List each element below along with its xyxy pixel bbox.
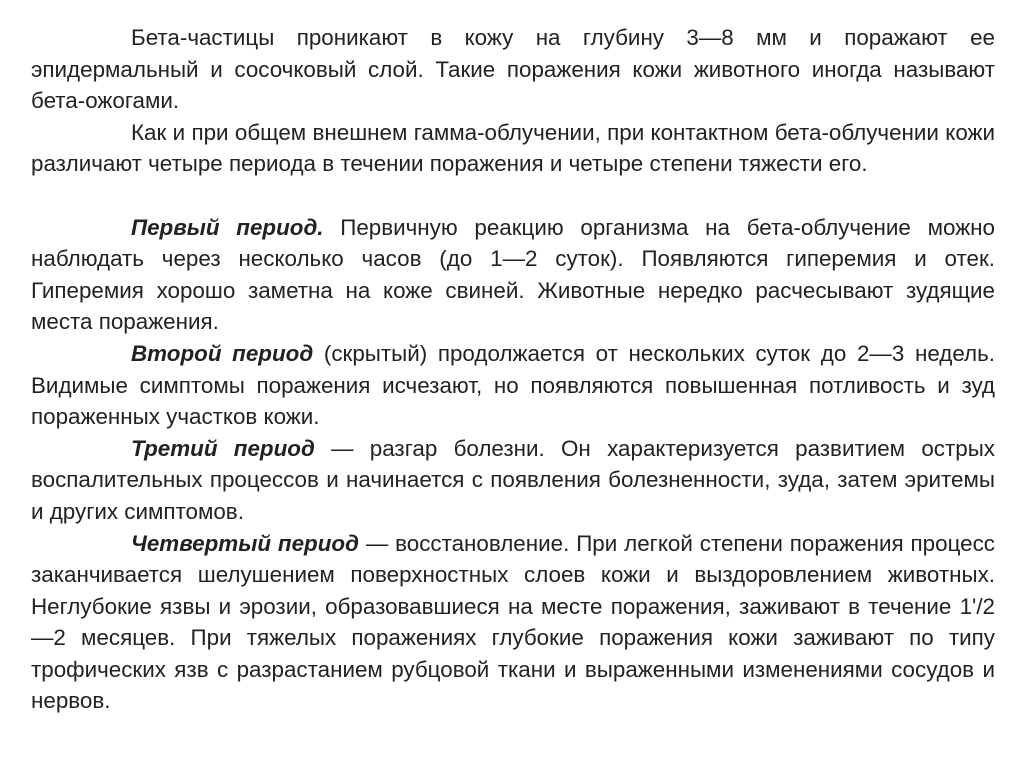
period-paragraph-first [31, 212, 995, 338]
period-text: — разгар болезни. Он характеризуется развитием острых воспалительных процессов и начинается с появления болезненности, зуда, затем эритемы и других симптомов. [31, 435, 995, 524]
period-paragraph-fourth [31, 528, 995, 718]
period-text: (скрытый) продолжается от нескольких суток до 2—3 недель. Видимые симптомы поражения исчезают, но появляются повышенная потливость и зуд пораженных участков кожи. [31, 340, 996, 430]
paragraph-spacer [31, 180, 995, 212]
period-text: — восстановление. При легкой степени поражения процесс заканчивается шелушением поверхностных слоев кожи и выздоровлением животных. Неглубокие язвы и эрозии, образовавшиеся на месте поражения, заживают в течение 1'/2—2 месяцев. При тяжелых поражениях глубокие поражения кожи заживают по типу трофических язв с разрастанием рубцовой ткани и выраженными изменениями сосудов и нервов. [31, 530, 995, 714]
period-term: Первый период. [131, 214, 324, 240]
period-text: Первичную реакцию организма на бета-облучение можно наблюдать через несколько часов (до 1—2 суток). Появляются гиперемия и отек. Гиперемия хорошо заметна на коже свиней. Животные нередко расчесывают зудящие места поражения. [31, 214, 995, 335]
document-page [31, 22, 995, 717]
intro-paragraph: Как и при общем внешнем гамма-облучении, при контактном бета-облучении кожи различают четыре периода в течении поражения и четыре степени тяжести его. [31, 119, 995, 177]
period-paragraph-second [31, 338, 995, 433]
period-term: Четвертый период [131, 530, 359, 556]
period-term: Третий период [131, 435, 315, 461]
period-term: Второй период [131, 340, 314, 366]
intro-paragraph: Бета-частицы проникают в кожу на глубину 3—8 мм и поражают ее эпидермальный и сосочковый слой. Такие поражения кожи животного иногда называют бета-ожогами. [31, 25, 995, 114]
period-paragraph-third [31, 433, 995, 528]
